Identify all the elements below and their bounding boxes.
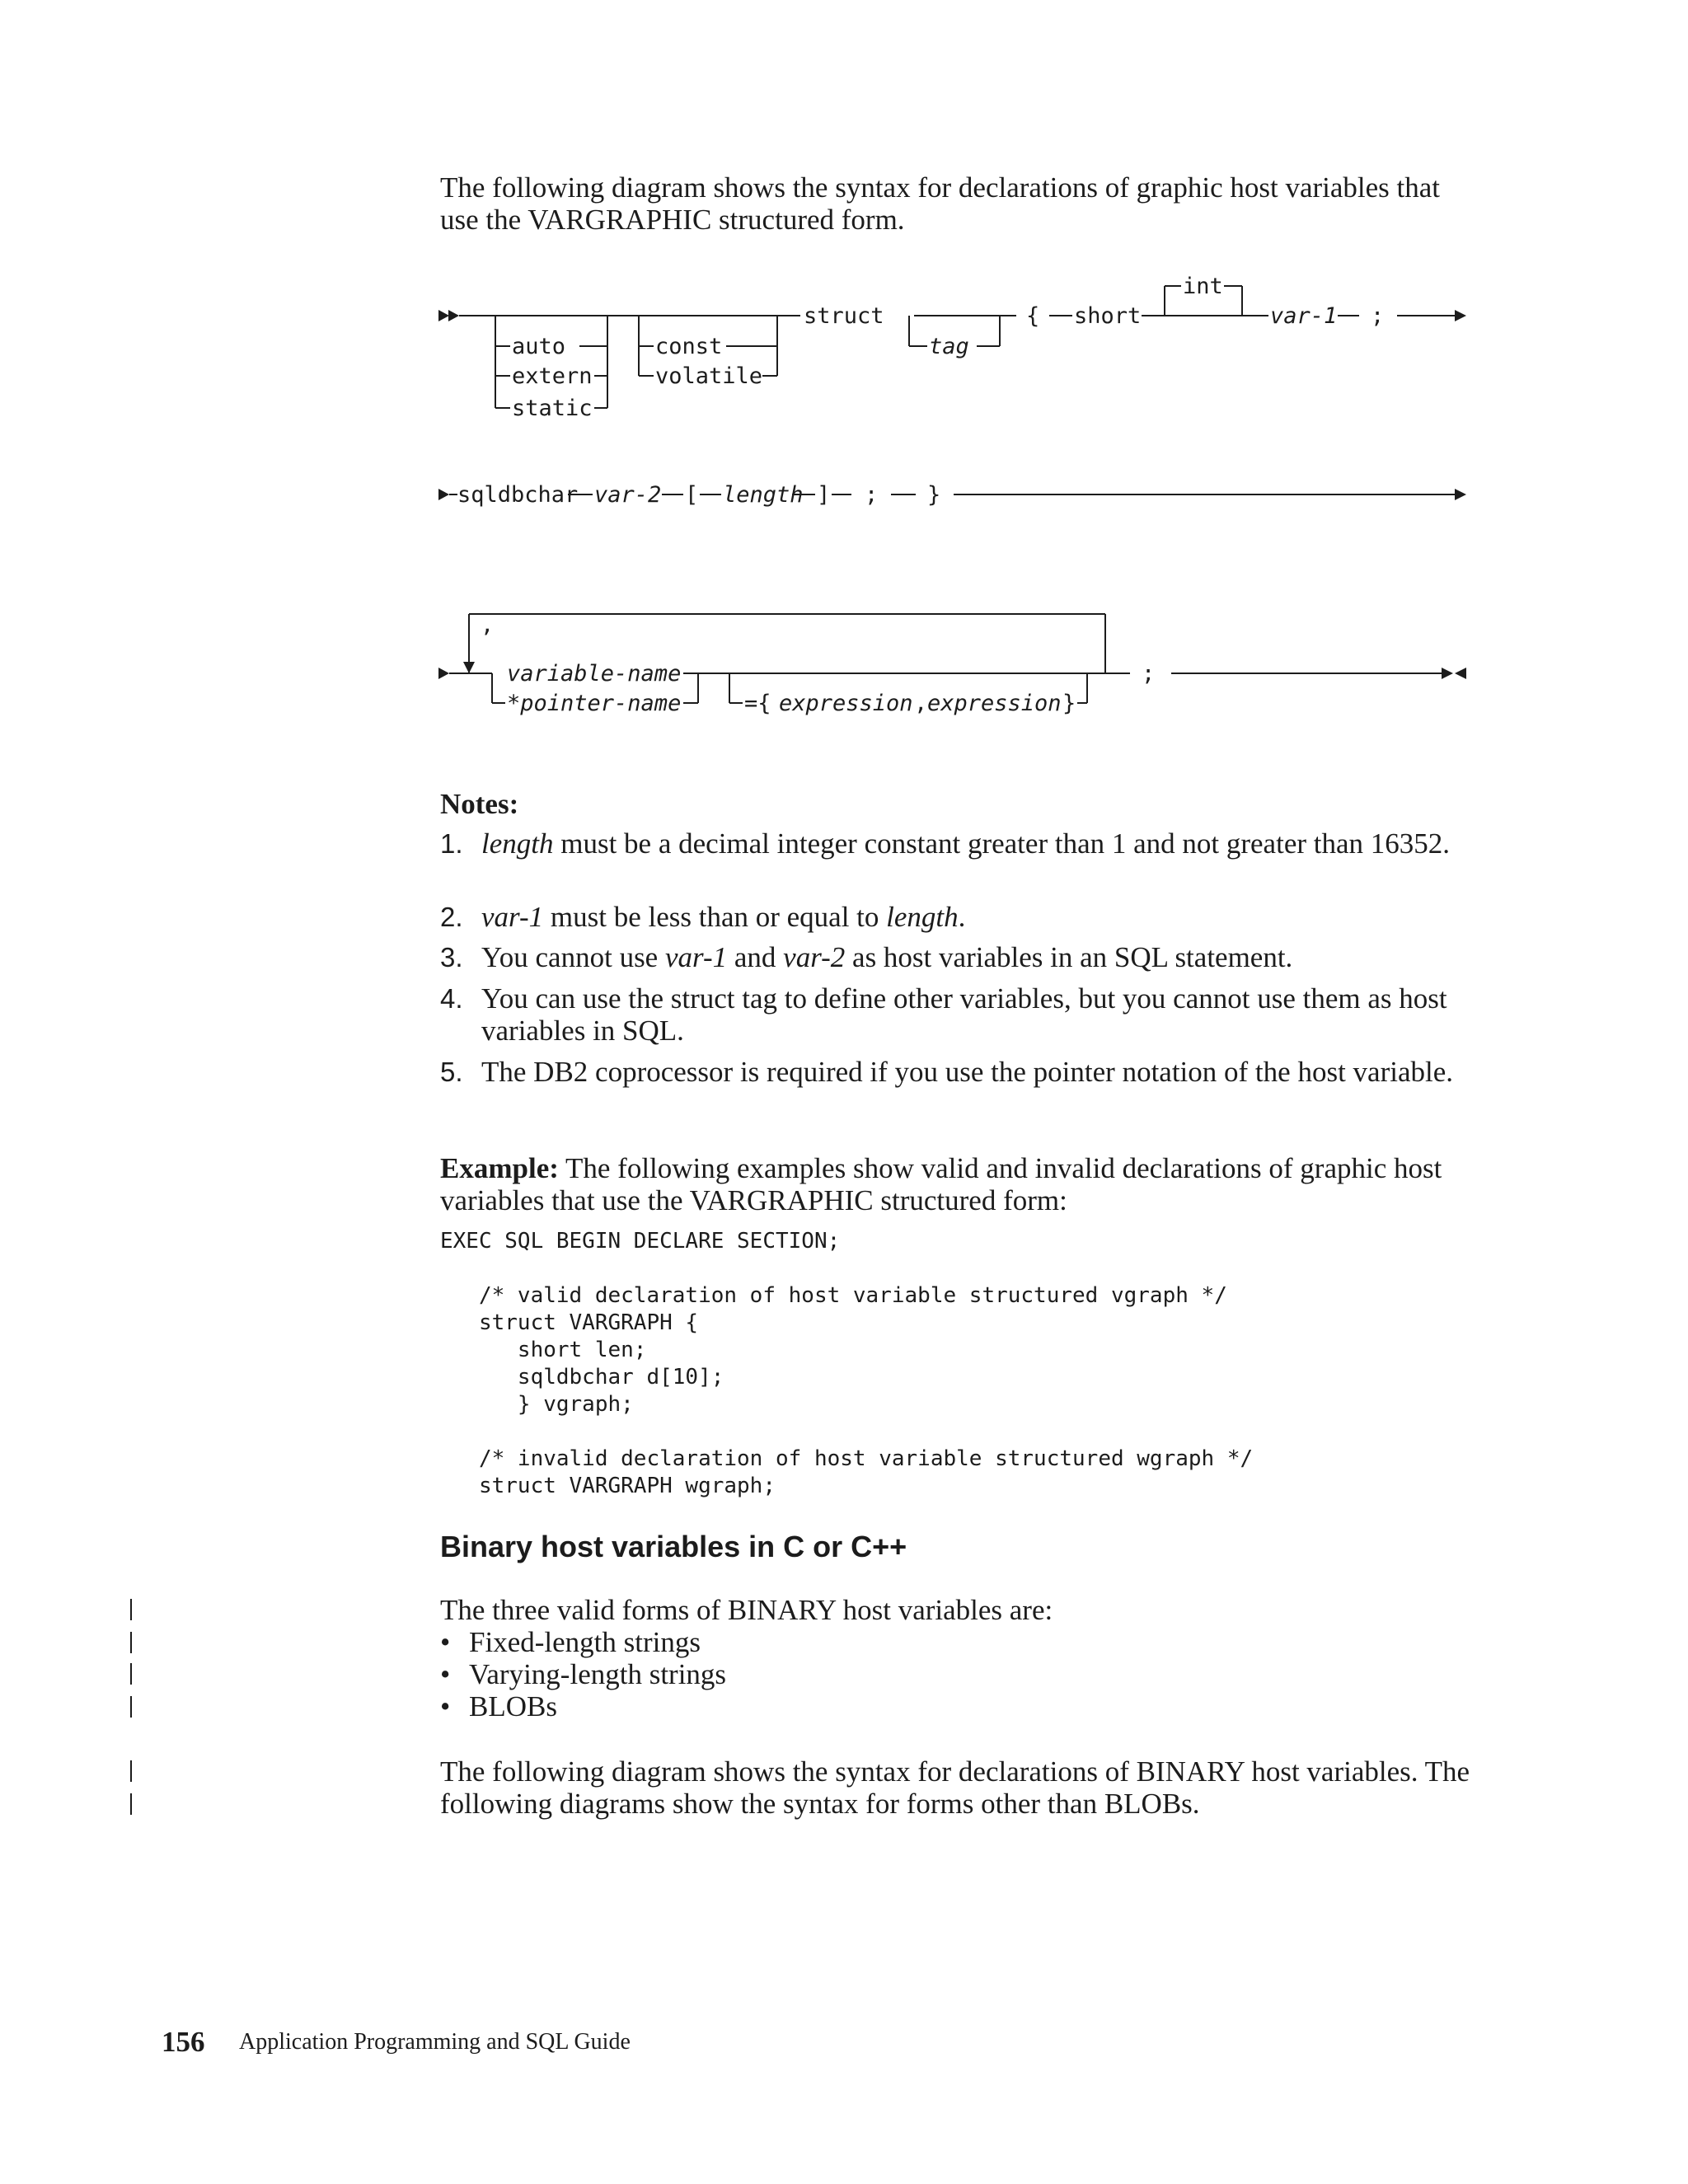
note-text: You can use the struct tag to define other variables, but you cannot use them as host variables in SQL. [481, 982, 1447, 1047]
code-line: struct VARGRAPH wgraph; [440, 1474, 776, 1498]
semicolon-1: ; [1371, 303, 1385, 329]
expression-1: expression [779, 691, 913, 716]
code-line: short len; [440, 1338, 647, 1362]
bullet-glyph: • [440, 1626, 451, 1658]
storage-extern: extern [512, 363, 593, 389]
bracket-open: [ [685, 482, 699, 508]
list-item [440, 1626, 701, 1658]
keyword-short: short [1074, 303, 1142, 329]
note-emphasis: var-2 [783, 941, 846, 973]
length: length [723, 482, 804, 508]
code-line: struct VARGRAPH { [440, 1310, 699, 1335]
example-text: The following examples show valid and invalid declarations of graphic host variables that use the VARGRAPHIC structured form: [440, 1152, 1442, 1216]
var-1: var-1 [1270, 303, 1338, 329]
note-emphasis: var-1 [664, 941, 728, 973]
bullet-glyph: • [440, 1658, 451, 1690]
change-bar [130, 1793, 132, 1815]
section-intro: The three valid forms of BINARY host variables are: [440, 1594, 1053, 1626]
brace-open: { [1026, 303, 1040, 329]
keyword-struct: struct [804, 303, 884, 329]
brace-close: } [927, 482, 941, 508]
change-bar [130, 1632, 132, 1653]
list-item [440, 1658, 726, 1690]
change-bar [130, 1696, 132, 1718]
note-emphasis: length [886, 901, 959, 933]
change-bar [130, 1599, 132, 1620]
pointer-name: *pointer-name [507, 691, 682, 716]
struct-tag: tag [929, 334, 969, 359]
code-line: sqldbchar d[10]; [440, 1365, 724, 1390]
list-item-text: Varying-length strings [469, 1658, 727, 1690]
list-item [440, 1690, 557, 1722]
syntax-diagram-sqldbchar [433, 470, 1488, 519]
bracket-close: ] [817, 482, 831, 508]
init-prefix: ={ [744, 691, 771, 716]
code-line [440, 1255, 1253, 1282]
example-paragraph [440, 1152, 1470, 1216]
note-text: and [727, 941, 784, 973]
keyword-sqldbchar: sqldbchar [457, 482, 579, 508]
note-text: You cannot use [481, 941, 665, 973]
var-2: var-2 [594, 482, 662, 508]
section-heading: Binary host variables in C or C++ [440, 1530, 907, 1563]
note-number: 3. [440, 942, 463, 972]
code-line: EXEC SQL BEGIN DECLARE SECTION; [440, 1229, 841, 1254]
note-number: 1. [440, 828, 463, 859]
keyword-int: int [1183, 274, 1223, 299]
expression-2: expression [927, 691, 1062, 716]
section-closing: The following diagram shows the syntax for declarations of BINARY host variables. The following diagrams show the syntax for forms other than BLOBs. [440, 1755, 1470, 1820]
list-item-text: BLOBs [469, 1690, 557, 1722]
notes-title: Notes: [440, 788, 519, 820]
semicolon-3: ; [1142, 661, 1156, 687]
syntax-diagram-variable-list [433, 606, 1488, 746]
page-number: 156 [162, 2026, 205, 2058]
syntax-diagram-struct [433, 264, 1488, 429]
variable-name: variable-name [507, 661, 682, 687]
note-emphasis: var-1 [481, 901, 544, 933]
change-bar [130, 1760, 132, 1782]
code-block [440, 1228, 1253, 1500]
storage-auto: auto [512, 334, 566, 359]
book-title: Application Programming and SQL Guide [239, 2029, 631, 2055]
storage-static: static [512, 396, 593, 421]
init-suffix: } [1062, 691, 1076, 716]
note-emphasis: length [481, 827, 554, 860]
note-number: 5. [440, 1057, 463, 1087]
repeat-comma: , [481, 612, 495, 638]
note-text: must be a decimal integer constant greater than 1 and not greater than 16352. [553, 827, 1451, 860]
code-line [440, 1418, 1253, 1446]
example-label: Example: [440, 1152, 559, 1184]
change-bar [130, 1663, 132, 1685]
code-line: /* invalid declaration of host variable structured wgraph */ [440, 1446, 1254, 1471]
note-text: The DB2 coprocessor is required if you use the pointer notation of the host variable. [481, 1056, 1453, 1088]
expression-comma: , [914, 691, 928, 716]
qualifier-const: const [655, 334, 723, 359]
bullet-glyph: • [440, 1690, 451, 1722]
qualifier-volatile: volatile [655, 363, 763, 389]
note-text: as host variables in an SQL statement. [845, 941, 1293, 973]
note-number: 2. [440, 902, 463, 932]
code-line: } vgraph; [440, 1392, 634, 1417]
note-text: must be less than or equal to [543, 901, 887, 933]
code-line: /* valid declaration of host variable structured vgraph */ [440, 1283, 1227, 1308]
list-item-text: Fixed-length strings [469, 1626, 701, 1658]
semicolon-2: ; [865, 482, 879, 508]
note-number: 4. [440, 983, 463, 1014]
intro-paragraph: The following diagram shows the syntax for declarations of graphic host variables that use the VARGRAPHIC structured form. [440, 171, 1441, 236]
note-text: . [958, 901, 966, 933]
